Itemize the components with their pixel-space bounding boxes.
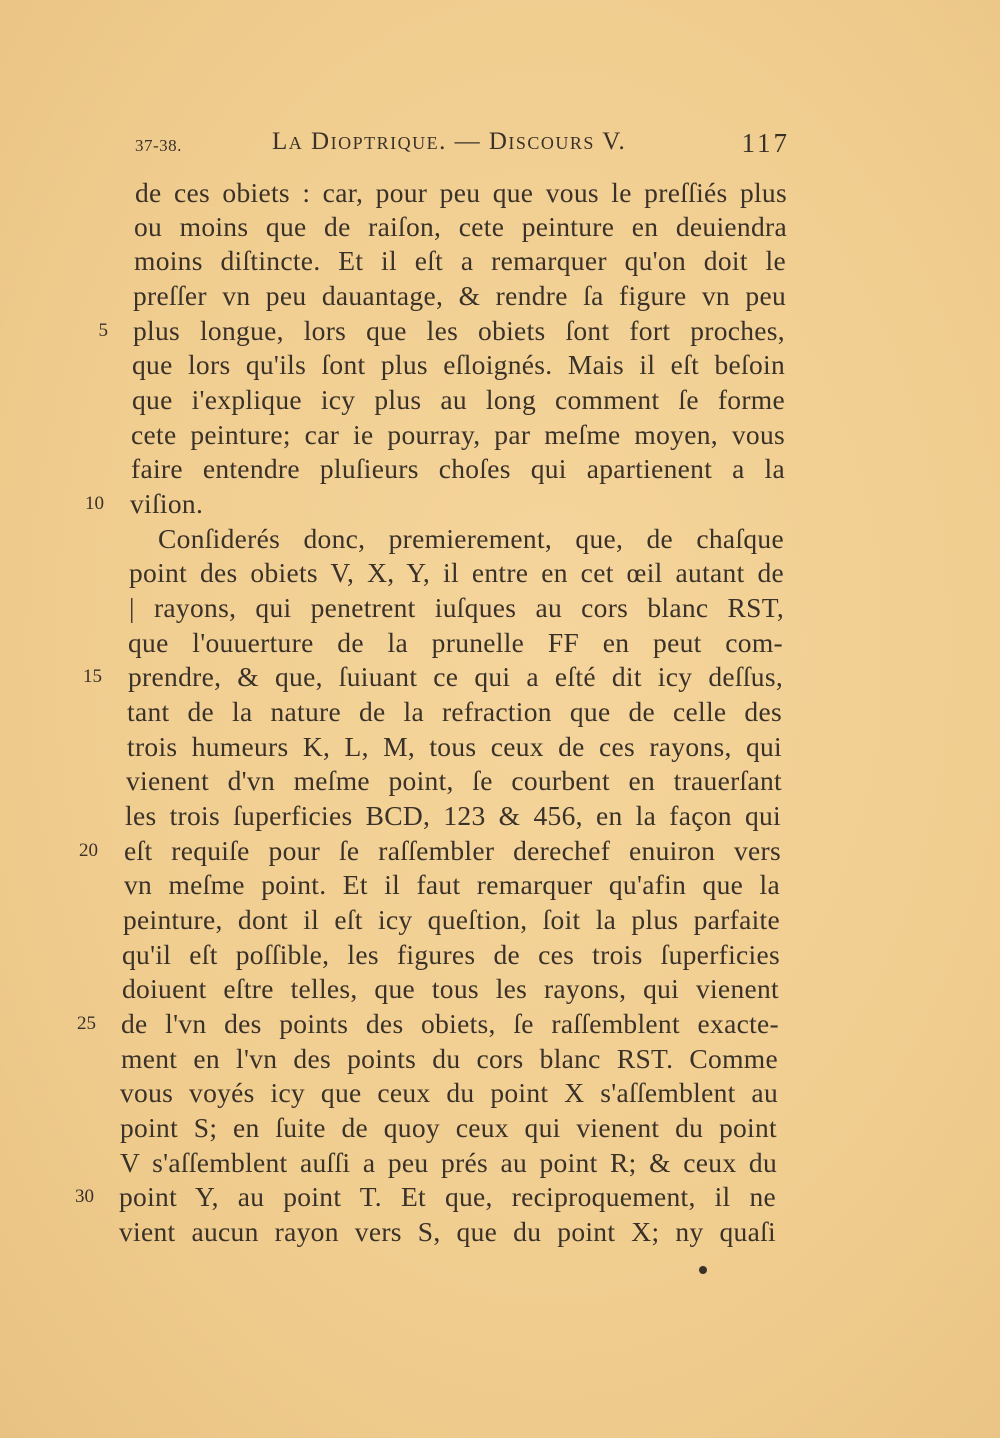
running-title: La Dioptrique. — Discours V.: [272, 128, 627, 155]
text-line: point S; en ſuite de quoy ceux qui vienent du point: [120, 1112, 777, 1143]
text-line: moins diſtincte. Et il eſt a remarquer qu'on doit le: [134, 245, 786, 276]
text-line: prendre, & que, ſuiuant ce qui a eſté dit icy deſſus,: [128, 661, 783, 692]
text-line: ment en l'vn des points du cors blanc RST. Comme: [121, 1043, 778, 1074]
text-line: | rayons, qui penetrent iuſques au cors blanc RST,: [129, 592, 784, 623]
text-line: cete peinture; car ie pourray, par meſme moyen, vous: [131, 419, 785, 450]
line-number: 5: [98, 320, 108, 341]
text-line: eſt requiſe pour ſe raſſembler derechef enuiron vers: [124, 835, 781, 866]
original-page-range: 37-38.: [135, 136, 182, 155]
text-line: que lors qu'ils ſont plus eſloignés. Mais il eſt beſoin: [132, 349, 785, 380]
text-line: que i'explique icy plus au long comment ſe forme: [132, 384, 785, 415]
text-line: tant de la nature de la refraction que de celle des: [127, 696, 782, 727]
line-number: 25: [77, 1013, 96, 1034]
line-number: 30: [75, 1186, 94, 1207]
text-line: Conſiderés donc, premierement, que, de chaſque: [158, 523, 784, 554]
line-number: 15: [83, 666, 102, 687]
line-number: 10: [85, 493, 104, 514]
text-line: point Y, au point T. Et que, reciproquement, il ne: [119, 1181, 776, 1212]
line-number: 20: [79, 840, 98, 861]
text-line: viſion.: [130, 488, 204, 519]
text-line: de ces obiets : car, pour peu que vous le preſſiés plus: [135, 177, 787, 208]
text-line: point des obiets V, X, Y, il entre en cet œil autant de: [129, 557, 784, 588]
text-line: faire entendre pluſieurs choſes qui apartienent a la: [131, 453, 785, 484]
text-line: peinture, dont il eſt icy queſtion, ſoit la plus parfaite: [123, 904, 780, 935]
page-number: 117: [741, 128, 790, 158]
text-line: les trois ſuperficies BCD, 123 & 456, en la façon qui: [125, 800, 781, 831]
text-line: vienent d'vn meſme point, ſe courbent en trauerſant: [126, 765, 782, 796]
text-line: trois humeurs K, L, M, tous ceux de ces rayons, qui: [127, 731, 782, 762]
text-line: que l'ouuerture de la prunelle FF en peut com-: [128, 627, 783, 658]
running-head: [135, 128, 790, 164]
text-line: V s'aſſemblent auſſi a peu prés au point R; & ceux du: [120, 1147, 777, 1178]
text-line: doiuent eſtre telles, que tous les rayons, qui vienent: [122, 973, 779, 1004]
text-line: preſſer vn peu dauantage, & rendre ſa figure vn peu: [133, 280, 786, 311]
text-line: vient aucun rayon vers S, que du point X; ny quaſi: [119, 1216, 776, 1247]
text-line: plus longue, lors que les obiets ſont fort proches,: [133, 315, 785, 346]
ink-dot: [699, 1266, 707, 1274]
text-line: qu'il eſt poſſible, les figures de ces trois ſuperficies: [122, 939, 780, 970]
text-line: de l'vn des points des obiets, ſe raſſemblent exacte-: [121, 1008, 779, 1039]
text-line: vous voyés icy que ceux du point X s'aſſemblent au: [120, 1077, 778, 1108]
text-line: vn meſme point. Et il faut remarquer qu'afin que la: [124, 869, 780, 900]
text-line: ou moins que de raiſon, cete peinture en deuiendra: [134, 211, 787, 242]
